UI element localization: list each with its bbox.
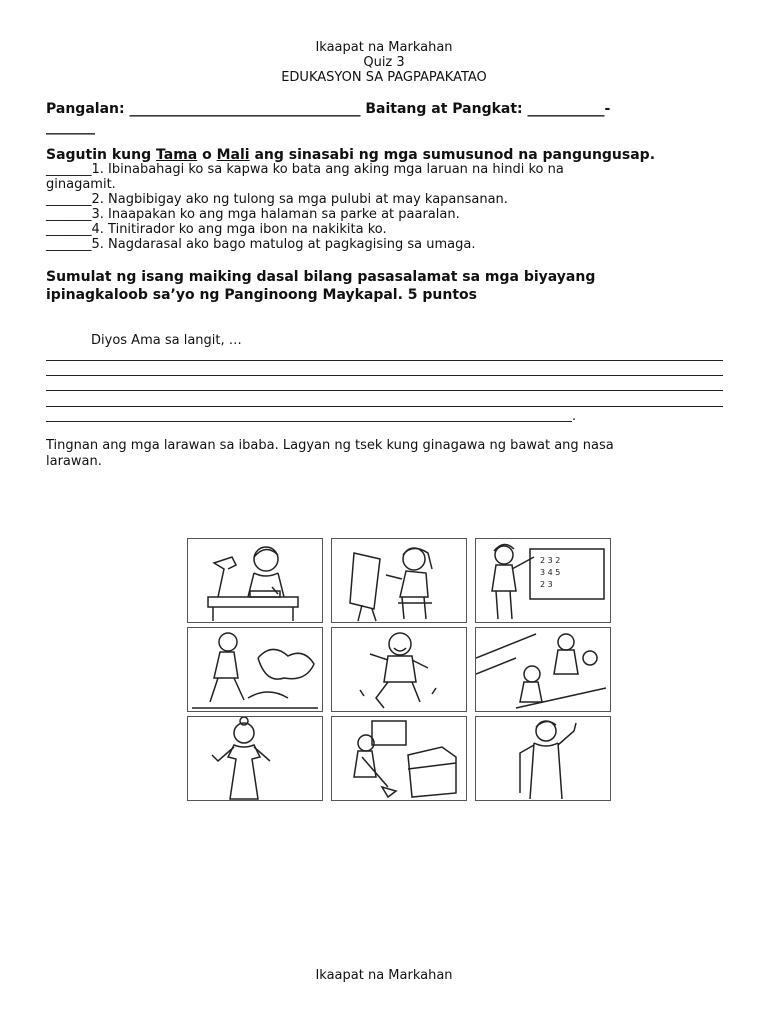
instruction-text: o bbox=[197, 147, 217, 163]
picture-boy-dancing[interactable] bbox=[331, 627, 467, 712]
header-subject: EDUKASYON SA PAGPAPAKATAO bbox=[281, 70, 487, 85]
girl-painting-illustration bbox=[332, 539, 466, 622]
instruction-text: Sagutin kung bbox=[46, 147, 156, 163]
question-1-cont: ginagamit. bbox=[46, 177, 116, 192]
line-end-period: . bbox=[572, 409, 577, 424]
writing-line[interactable] bbox=[46, 390, 723, 391]
kids-ball-illustration bbox=[476, 628, 610, 711]
question-5[interactable]: _______5. Nagdarasal ako bago matulog at pagkagising sa umaga. bbox=[46, 237, 476, 252]
header-quiz: Quiz 3 bbox=[363, 55, 405, 70]
man-speaking-illustration bbox=[476, 717, 610, 800]
woman-dress-illustration bbox=[188, 717, 322, 800]
boy-slingshot-illustration bbox=[188, 628, 322, 711]
header-quarter: Ikaapat na Markahan bbox=[315, 40, 453, 55]
child-sweeping-illustration bbox=[332, 717, 466, 800]
section3-line1: Tingnan ang mga larawan sa ibaba. Lagyan ng tsek kung ginagawa ng bawat ang nasa bbox=[46, 438, 614, 453]
question-2[interactable]: _______2. Nagbibigay ako ng tulong sa mga pulubi at may kapansanan. bbox=[46, 192, 508, 207]
footer-quarter: Ikaapat na Markahan bbox=[315, 968, 453, 983]
writing-line[interactable] bbox=[46, 406, 723, 407]
question-1[interactable]: _______1. Ibinabahagi ko sa kapwa ko bata ang aking mga laruan na hindi ko na bbox=[46, 162, 564, 177]
picture-grid bbox=[187, 538, 609, 800]
svg-text:2 3: 2 3 bbox=[540, 580, 553, 589]
grade-blank-continued[interactable]: _______ bbox=[46, 119, 95, 135]
section2-prompt-line2: ipinagkaloob sa’yo ng Panginoong Maykapal. 5 puntos bbox=[46, 287, 478, 303]
writing-line-last[interactable] bbox=[46, 421, 572, 422]
teacher-board-illustration bbox=[476, 539, 610, 622]
prayer-opening: Diyos Ama sa langit, … bbox=[91, 333, 242, 348]
section2-prompt-line1: Sumulat ng isang maiking dasal bilang pasasalamat sa mga biyayang bbox=[46, 269, 596, 285]
picture-boy-with-slingshot[interactable] bbox=[187, 627, 323, 712]
picture-teacher-board[interactable] bbox=[475, 538, 611, 623]
picture-child-sweeping[interactable] bbox=[331, 716, 467, 801]
picture-man-speaking[interactable] bbox=[475, 716, 611, 801]
tama-word: Tama bbox=[156, 147, 198, 163]
mali-word: Mali bbox=[216, 147, 250, 163]
picture-girl-painting[interactable] bbox=[331, 538, 467, 623]
name-label: Pangalan: bbox=[46, 101, 125, 117]
picture-kids-playing-ball[interactable] bbox=[475, 627, 611, 712]
question-4[interactable]: _______4. Tinitirador ko ang mga ibon na nakikita ko. bbox=[46, 222, 387, 237]
name-blank[interactable]: _________________________________ bbox=[129, 101, 361, 117]
boy-dancing-illustration bbox=[332, 628, 466, 711]
instruction-text: ang sinasabi ng mga sumusunod na pangungusap. bbox=[249, 147, 656, 163]
writing-line[interactable] bbox=[46, 375, 723, 376]
info-line bbox=[46, 100, 610, 118]
grade-label: Baitang at Pangkat: bbox=[365, 101, 523, 117]
picture-boy-studying[interactable] bbox=[187, 538, 323, 623]
grade-blank[interactable]: ___________- bbox=[527, 101, 611, 117]
svg-text:3 4 5: 3 4 5 bbox=[540, 568, 561, 577]
writing-line[interactable] bbox=[46, 360, 723, 361]
svg-text:2 3 2: 2 3 2 bbox=[540, 556, 561, 565]
boy-studying-illustration bbox=[188, 539, 322, 622]
section3-line2: larawan. bbox=[46, 454, 102, 469]
question-3[interactable]: _______3. Inaapakan ko ang mga halaman sa parke at paaralan. bbox=[46, 207, 460, 222]
picture-woman-in-dress[interactable] bbox=[187, 716, 323, 801]
